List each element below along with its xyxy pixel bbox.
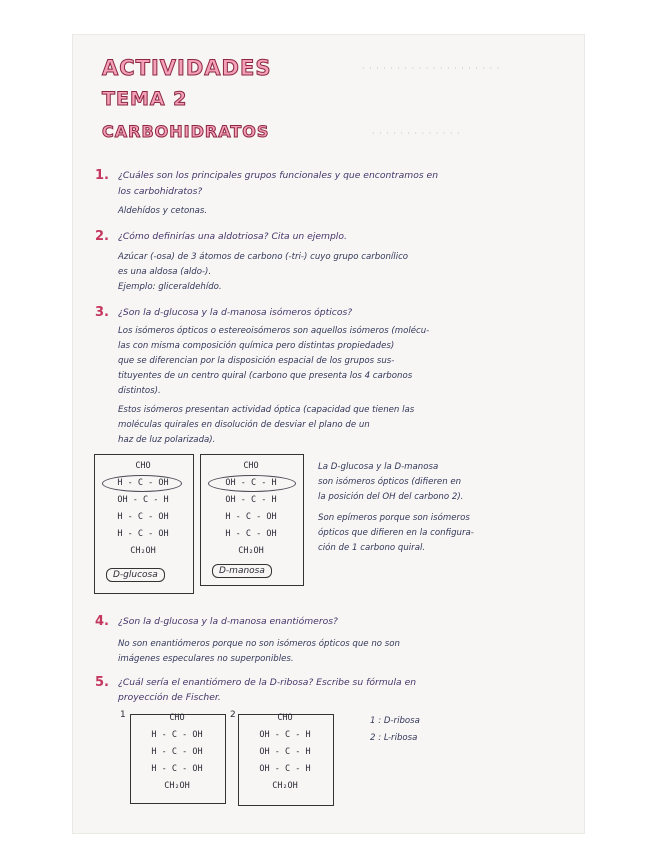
answer-3-line-2: las con misma composición química pero distintas propiedades) bbox=[118, 341, 395, 351]
ribose-key-2: 2 : L-ribosa bbox=[370, 733, 418, 743]
structure-1-tag: 1 bbox=[120, 710, 126, 720]
answer-3-line-4: tituyentes de un centro quiral (carbono que presenta los 4 carbonos bbox=[118, 371, 413, 381]
glucose-row-2: H - C - OH bbox=[117, 478, 169, 488]
ribose-d-row-5: CH₂OH bbox=[164, 781, 190, 791]
ribose-l-fischer bbox=[240, 710, 330, 795]
glucose-row-5: H - C - OH bbox=[117, 529, 169, 539]
ribose-d-row-1: CHO bbox=[169, 713, 185, 723]
structure-2-tag: 2 bbox=[230, 710, 236, 720]
answer-3-line-3: que se diferencian por la disposición espacial de los grupos sus- bbox=[118, 356, 395, 366]
ribose-key-1: 1 : D-ribosa bbox=[370, 716, 420, 726]
answer-2-line-2: es una aldosa (aldo-). bbox=[118, 267, 212, 277]
title-line-3: CARBOHIDRATOS bbox=[102, 122, 270, 141]
glucose-highlight-circle bbox=[102, 475, 182, 492]
answer-4-line-2: imágenes especulares no superponibles. bbox=[118, 654, 294, 664]
bleed-through: · · · · · · · · · · · · · · · · · · · · bbox=[362, 64, 501, 73]
answer-4-line-1: No son enantiómeros porque no son isómeros ópticos que no son bbox=[118, 639, 400, 649]
bleed-through: · · · · · · · · · · · · · bbox=[372, 129, 461, 138]
question-1-line-1: ¿Cuáles son los principales grupos funcionales y que encontramos en bbox=[118, 170, 439, 181]
question-4-number: 4. bbox=[95, 614, 109, 629]
mannose-fischer bbox=[202, 458, 300, 560]
title-line-2: TEMA 2 bbox=[102, 88, 188, 110]
mannose-label: D-manosa bbox=[212, 564, 272, 578]
ribose-l-row-1: CHO bbox=[277, 713, 293, 723]
question-5-number: 5. bbox=[95, 675, 109, 690]
question-3-number: 3. bbox=[95, 305, 109, 320]
ribose-d-fischer bbox=[132, 710, 222, 795]
answer-3-line-5: distintos). bbox=[118, 386, 161, 396]
side-note-line-1: La D-glucosa y la D-manosa bbox=[318, 462, 439, 472]
mannose-highlight-circle bbox=[208, 475, 296, 492]
question-1-number: 1. bbox=[95, 168, 109, 183]
glucose-row-6: CH₂OH bbox=[130, 546, 156, 556]
answer-2-line-3: Ejemplo: gliceraldehído. bbox=[118, 282, 222, 292]
glucose-fischer bbox=[96, 458, 190, 560]
ribose-l-row-3: OH - C - H bbox=[259, 747, 311, 757]
mannose-row-3: OH - C - H bbox=[225, 495, 277, 505]
notebook-page bbox=[72, 34, 585, 834]
answer-3-line-7: moléculas quirales en disolución de desviar el plano de un bbox=[118, 420, 370, 430]
mannose-row-6: CH₂OH bbox=[238, 546, 264, 556]
side-note-line-3: la posición del OH del carbono 2). bbox=[318, 492, 464, 502]
side-note-line-5: ópticos que difieren en la configura- bbox=[318, 528, 474, 538]
glucose-label: D-glucosa bbox=[106, 568, 165, 582]
answer-2-line-1: Azúcar (-osa) de 3 átomos de carbono (-tri-) cuyo grupo carbonílico bbox=[118, 252, 409, 262]
mannose-row-1: CHO bbox=[243, 461, 259, 471]
answer-1-line-1: Aldehídos y cetonas. bbox=[118, 206, 208, 216]
ribose-d-row-2: H - C - OH bbox=[151, 730, 203, 740]
question-3-line-1: ¿Son la d-glucosa y la d-manosa isómeros ópticos? bbox=[118, 307, 353, 318]
answer-3-line-6: Estos isómeros presentan actividad óptica (capacidad que tienen las bbox=[118, 405, 415, 415]
title-line-1: ACTIVIDADES bbox=[102, 56, 272, 80]
question-1-line-2: los carbohidratos? bbox=[118, 186, 203, 197]
question-4-line-1: ¿Son la d-glucosa y la d-manosa enantiómeros? bbox=[118, 616, 338, 627]
ribose-d-row-4: H - C - OH bbox=[151, 764, 203, 774]
mannose-row-4: H - C - OH bbox=[225, 512, 277, 522]
mannose-row-5: H - C - OH bbox=[225, 529, 277, 539]
answer-3-line-1: Los isómeros ópticos o estereoisómeros son aquellos isómeros (molécu- bbox=[118, 326, 430, 336]
ribose-d-row-3: H - C - OH bbox=[151, 747, 203, 757]
answer-3-line-8: haz de luz polarizada). bbox=[118, 435, 216, 445]
glucose-row-1: CHO bbox=[135, 461, 151, 471]
side-note-line-6: ción de 1 carbono quiral. bbox=[318, 543, 426, 553]
question-2-number: 2. bbox=[95, 229, 109, 244]
glucose-row-4: H - C - OH bbox=[117, 512, 169, 522]
mannose-row-2: OH - C - H bbox=[225, 478, 277, 488]
side-note-line-2: son isómeros ópticos (difieren en bbox=[318, 477, 462, 487]
side-note-line-4: Son epímeros porque son isómeros bbox=[318, 513, 470, 523]
glucose-row-3: OH - C - H bbox=[117, 495, 169, 505]
ribose-l-row-4: OH - C - H bbox=[259, 764, 311, 774]
question-2-line-1: ¿Cómo definirías una aldotriosa? Cita un ejemplo. bbox=[118, 231, 347, 242]
question-5-line-1: ¿Cuál sería el enantiómero de la D-ribosa? Escribe su fórmula en bbox=[118, 677, 417, 688]
ribose-l-row-2: OH - C - H bbox=[259, 730, 311, 740]
question-5-line-2: proyección de Fischer. bbox=[118, 692, 221, 703]
ribose-l-row-5: CH₂OH bbox=[272, 781, 298, 791]
